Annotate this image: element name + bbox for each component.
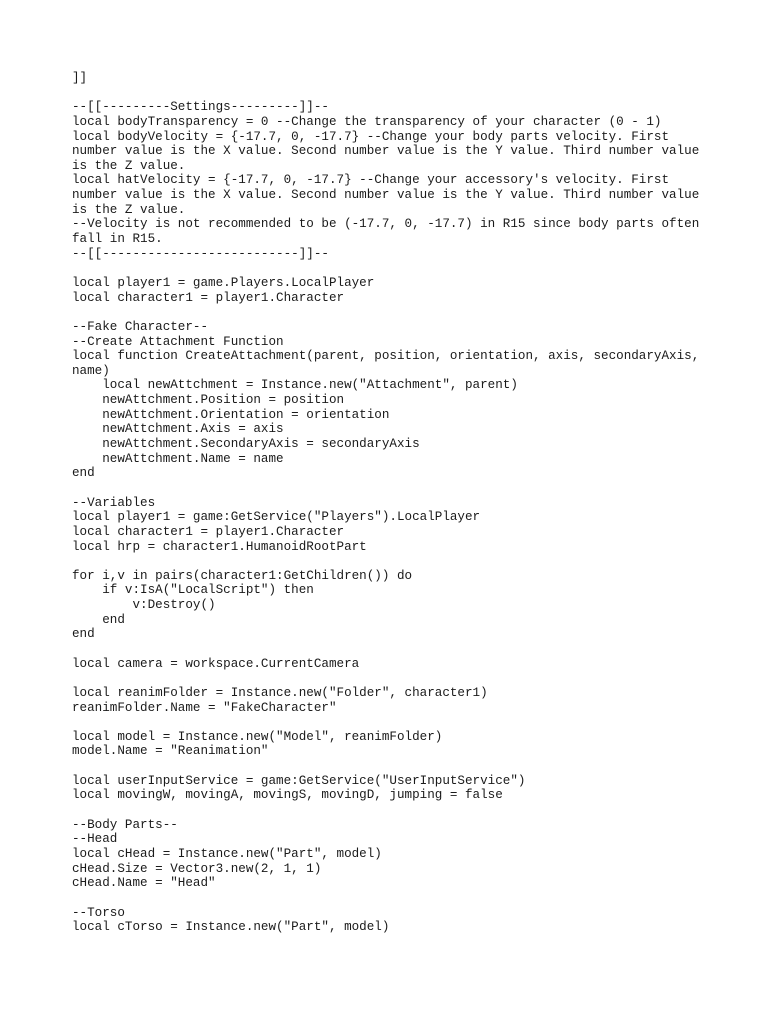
code-line: local movingW, movingA, movingS, movingD, jumping = false: [72, 788, 503, 803]
code-line: local player1 = game:GetService("Players").LocalPlayer: [72, 510, 481, 525]
code-line: local character1 = player1.Character: [72, 290, 345, 305]
code-line: [72, 261, 722, 276]
code-line: --Velocity is not recommended to be (-17.7, 0, -17.7) in R15 since body parts often: [72, 217, 700, 232]
code-line: local cTorso = Instance.new("Part", model): [72, 920, 390, 935]
code-line: local bodyVelocity = {-17.7, 0, -17.7} --Change your body parts velocity. First: [72, 129, 670, 144]
code-line: model.Name = "Reanimation": [72, 744, 269, 759]
code-line: newAttchment.SecondaryAxis = secondaryAxis: [72, 437, 420, 452]
code-line: [72, 86, 722, 101]
code-line: end: [72, 627, 95, 642]
code-line: [72, 715, 722, 730]
code-line: local cHead = Instance.new("Part", model): [72, 846, 382, 861]
code-line: fall in R15.: [72, 232, 163, 247]
code-line: v:Destroy(): [72, 598, 216, 613]
code-line: local model = Instance.new("Model", reanimFolder): [72, 729, 443, 744]
code-line: [72, 803, 722, 818]
code-line: --Variables: [72, 495, 156, 510]
code-line: is the Z value.: [72, 202, 186, 217]
code-line: number value is the X value. Second number value is the Y value. Third number value: [72, 188, 700, 203]
code-line: newAttchment.Orientation = orientation: [72, 407, 390, 422]
code-line: local newAttchment = Instance.new("Attachment", parent): [72, 378, 518, 393]
code-line: local reanimFolder = Instance.new("Folder", character1): [72, 685, 488, 700]
code-line: cHead.Size = Vector3.new(2, 1, 1): [72, 861, 322, 876]
code-line: --Torso: [72, 905, 125, 920]
code-line: for i,v in pairs(character1:GetChildren()) do: [72, 568, 413, 583]
code-line: local userInputService = game:GetService("UserInputService"): [72, 773, 526, 788]
code-line: --[[---------Settings---------]]--: [72, 100, 329, 115]
code-line: is the Z value.: [72, 158, 186, 173]
code-document: [72, 71, 722, 935]
code-line: end: [72, 466, 95, 481]
code-line: [72, 642, 722, 657]
code-line: newAttchment.Position = position: [72, 393, 345, 408]
code-line: reanimFolder.Name = "FakeCharacter": [72, 700, 337, 715]
code-line: local hatVelocity = {-17.7, 0, -17.7} --Change your accessory's velocity. First: [72, 173, 670, 188]
code-line: local player1 = game.Players.LocalPlayer: [72, 275, 375, 290]
code-line: [72, 554, 722, 569]
code-line: --Create Attachment Function: [72, 334, 284, 349]
code-line: --[[--------------------------]]--: [72, 246, 329, 261]
code-line: local hrp = character1.HumanoidRootPart: [72, 539, 367, 554]
code-line: if v:IsA("LocalScript") then: [72, 583, 314, 598]
code-line: local camera = workspace.CurrentCamera: [72, 656, 360, 671]
code-line: newAttchment.Axis = axis: [72, 422, 284, 437]
code-line: [72, 891, 722, 906]
code-line: --Body Parts--: [72, 817, 178, 832]
code-line: [72, 481, 722, 496]
code-line: local function CreateAttachment(parent, position, orientation, axis, secondaryAxis,: [72, 349, 700, 364]
code-line: local character1 = player1.Character: [72, 524, 345, 539]
code-line: number value is the X value. Second number value is the Y value. Third number value: [72, 144, 700, 159]
code-line: [72, 671, 722, 686]
code-line: --Fake Character--: [72, 319, 209, 334]
code-line: ]]: [72, 71, 88, 85]
code-line: [72, 305, 722, 320]
code-line: [72, 759, 722, 774]
code-line: newAttchment.Name = name: [72, 451, 284, 466]
code-line: end: [72, 612, 125, 627]
code-line: cHead.Name = "Head": [72, 876, 216, 891]
code-line: --Head: [72, 832, 118, 847]
code-line: name): [72, 363, 110, 378]
code-line: local bodyTransparency = 0 --Change the transparency of your character (0 - 1): [72, 114, 662, 129]
